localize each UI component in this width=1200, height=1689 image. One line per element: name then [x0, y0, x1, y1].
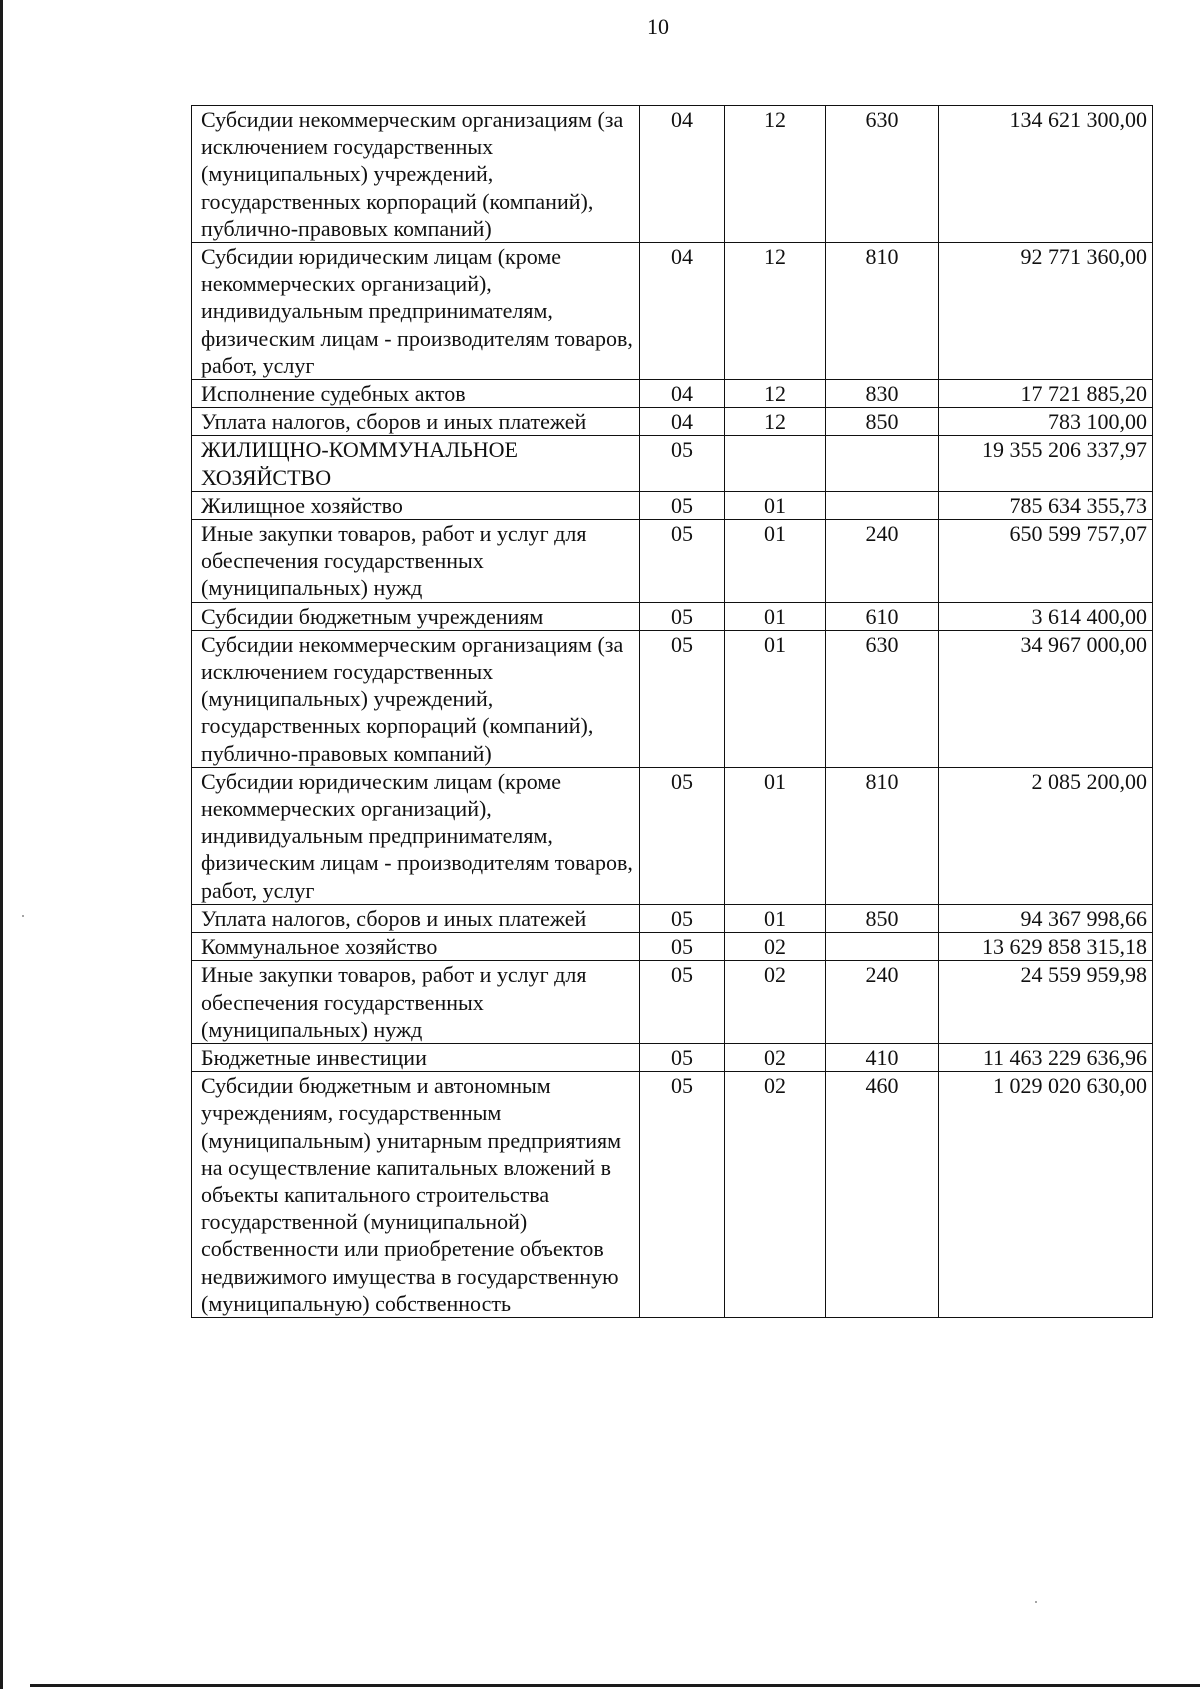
row-name: ЖИЛИЩНО-КОММУНАЛЬНОЕ ХОЗЯЙСТВО: [192, 436, 640, 491]
scan-speck: [22, 915, 24, 917]
row-expense-type-code: 810: [826, 243, 939, 380]
row-expense-type-code: [826, 933, 939, 961]
row-expense-type-code: 240: [826, 961, 939, 1044]
row-section-code: 05: [640, 436, 725, 491]
row-subsection-code: 02: [725, 933, 826, 961]
row-section-code: 05: [640, 1043, 725, 1071]
row-subsection-code: 01: [725, 904, 826, 932]
row-amount: 650 599 757,07: [939, 520, 1153, 603]
row-amount: 785 634 355,73: [939, 491, 1153, 519]
row-expense-type-code: 630: [826, 630, 939, 767]
row-section-code: 05: [640, 520, 725, 603]
row-section-code: 04: [640, 243, 725, 380]
row-subsection-code: 02: [725, 1043, 826, 1071]
row-subsection-code: 01: [725, 767, 826, 904]
row-section-code: 05: [640, 630, 725, 767]
row-name: Субсидии юридическим лицам (кроме некоммерческих организаций), индивидуальным предпринимателям, физическим лицам - производителям товаров, работ, услуг: [192, 767, 640, 904]
row-amount: 19 355 206 337,97: [939, 436, 1153, 491]
row-expense-type-code: 240: [826, 520, 939, 603]
row-amount: 24 559 959,98: [939, 961, 1153, 1044]
row-expense-type-code: 850: [826, 904, 939, 932]
row-amount: 2 085 200,00: [939, 767, 1153, 904]
row-name: Уплата налогов, сборов и иных платежей: [192, 904, 640, 932]
row-amount: 11 463 229 636,96: [939, 1043, 1153, 1071]
scan-edge-left: [0, 0, 3, 1689]
table-row: [192, 602, 1153, 630]
row-name: Жилищное хозяйство: [192, 491, 640, 519]
row-amount: 34 967 000,00: [939, 630, 1153, 767]
row-name: Коммунальное хозяйство: [192, 933, 640, 961]
table-row: [192, 491, 1153, 519]
table-row: [192, 243, 1153, 380]
row-subsection-code: 02: [725, 1072, 826, 1318]
row-subsection-code: 01: [725, 491, 826, 519]
scan-speck: [1035, 1601, 1037, 1603]
row-amount: 134 621 300,00: [939, 106, 1153, 243]
page-number: 10: [647, 14, 669, 39]
row-name: Субсидии бюджетным учреждениям: [192, 602, 640, 630]
row-expense-type-code: 610: [826, 602, 939, 630]
row-amount: 17 721 885,20: [939, 380, 1153, 408]
row-subsection-code: 01: [725, 602, 826, 630]
row-section-code: 05: [640, 1072, 725, 1318]
row-subsection-code: 12: [725, 243, 826, 380]
row-name: Уплата налогов, сборов и иных платежей: [192, 408, 640, 436]
row-name: Субсидии юридическим лицам (кроме некоммерческих организаций), индивидуальным предпринимателям, физическим лицам - производителям товаров, работ, услуг: [192, 243, 640, 380]
row-amount: 783 100,00: [939, 408, 1153, 436]
row-subsection-code: 12: [725, 380, 826, 408]
row-subsection-code: 01: [725, 630, 826, 767]
row-expense-type-code: 460: [826, 1072, 939, 1318]
row-expense-type-code: [826, 436, 939, 491]
table-row: [192, 933, 1153, 961]
row-section-code: 04: [640, 408, 725, 436]
table-row: [192, 380, 1153, 408]
row-section-code: 04: [640, 380, 725, 408]
row-name: Исполнение судебных актов: [192, 380, 640, 408]
row-subsection-code: 02: [725, 961, 826, 1044]
row-section-code: 05: [640, 933, 725, 961]
row-expense-type-code: 830: [826, 380, 939, 408]
row-name: Бюджетные инвестиции: [192, 1043, 640, 1071]
table-row: [192, 408, 1153, 436]
table-row: [192, 1043, 1153, 1071]
row-section-code: 05: [640, 904, 725, 932]
row-section-code: 05: [640, 961, 725, 1044]
row-section-code: 04: [640, 106, 725, 243]
row-expense-type-code: 810: [826, 767, 939, 904]
scan-edge-bottom: [30, 1684, 1200, 1687]
row-subsection-code: 12: [725, 408, 826, 436]
row-amount: 1 029 020 630,00: [939, 1072, 1153, 1318]
row-name: Субсидии бюджетным и автономным учреждениям, государственным (муниципальным) унитарным предприятиям на осуществление капитальных вложений в объекты капитального строительства государственной (муниципальной) собственности или приобретение объектов недвижимого имущества в государственную (муниципальную) собственность: [192, 1072, 640, 1318]
row-section-code: 05: [640, 491, 725, 519]
table-row: [192, 767, 1153, 904]
row-subsection-code: 01: [725, 520, 826, 603]
table-row: [192, 436, 1153, 491]
table-row: [192, 1072, 1153, 1318]
row-amount: 3 614 400,00: [939, 602, 1153, 630]
table-row: [192, 961, 1153, 1044]
row-subsection-code: 12: [725, 106, 826, 243]
table-row: [192, 904, 1153, 932]
row-amount: 13 629 858 315,18: [939, 933, 1153, 961]
row-amount: 92 771 360,00: [939, 243, 1153, 380]
row-section-code: 05: [640, 767, 725, 904]
row-name: Иные закупки товаров, работ и услуг для обеспечения государственных (муниципальных) нужд: [192, 961, 640, 1044]
table-row: [192, 630, 1153, 767]
row-expense-type-code: 850: [826, 408, 939, 436]
row-expense-type-code: 630: [826, 106, 939, 243]
row-amount: 94 367 998,66: [939, 904, 1153, 932]
row-name: Субсидии некоммерческим организациям (за исключением государственных (муниципальных) учреждений, государственных корпораций (компаний), публично-правовых компаний): [192, 630, 640, 767]
row-expense-type-code: 410: [826, 1043, 939, 1071]
row-name: Иные закупки товаров, работ и услуг для обеспечения государственных (муниципальных) нужд: [192, 520, 640, 603]
table-row: [192, 520, 1153, 603]
row-section-code: 05: [640, 602, 725, 630]
table-row: [192, 106, 1153, 243]
row-name: Субсидии некоммерческим организациям (за исключением государственных (муниципальных) учреждений, государственных корпораций (компаний), публично-правовых компаний): [192, 106, 640, 243]
row-subsection-code: [725, 436, 826, 491]
row-expense-type-code: [826, 491, 939, 519]
budget-table: [191, 105, 1153, 1318]
